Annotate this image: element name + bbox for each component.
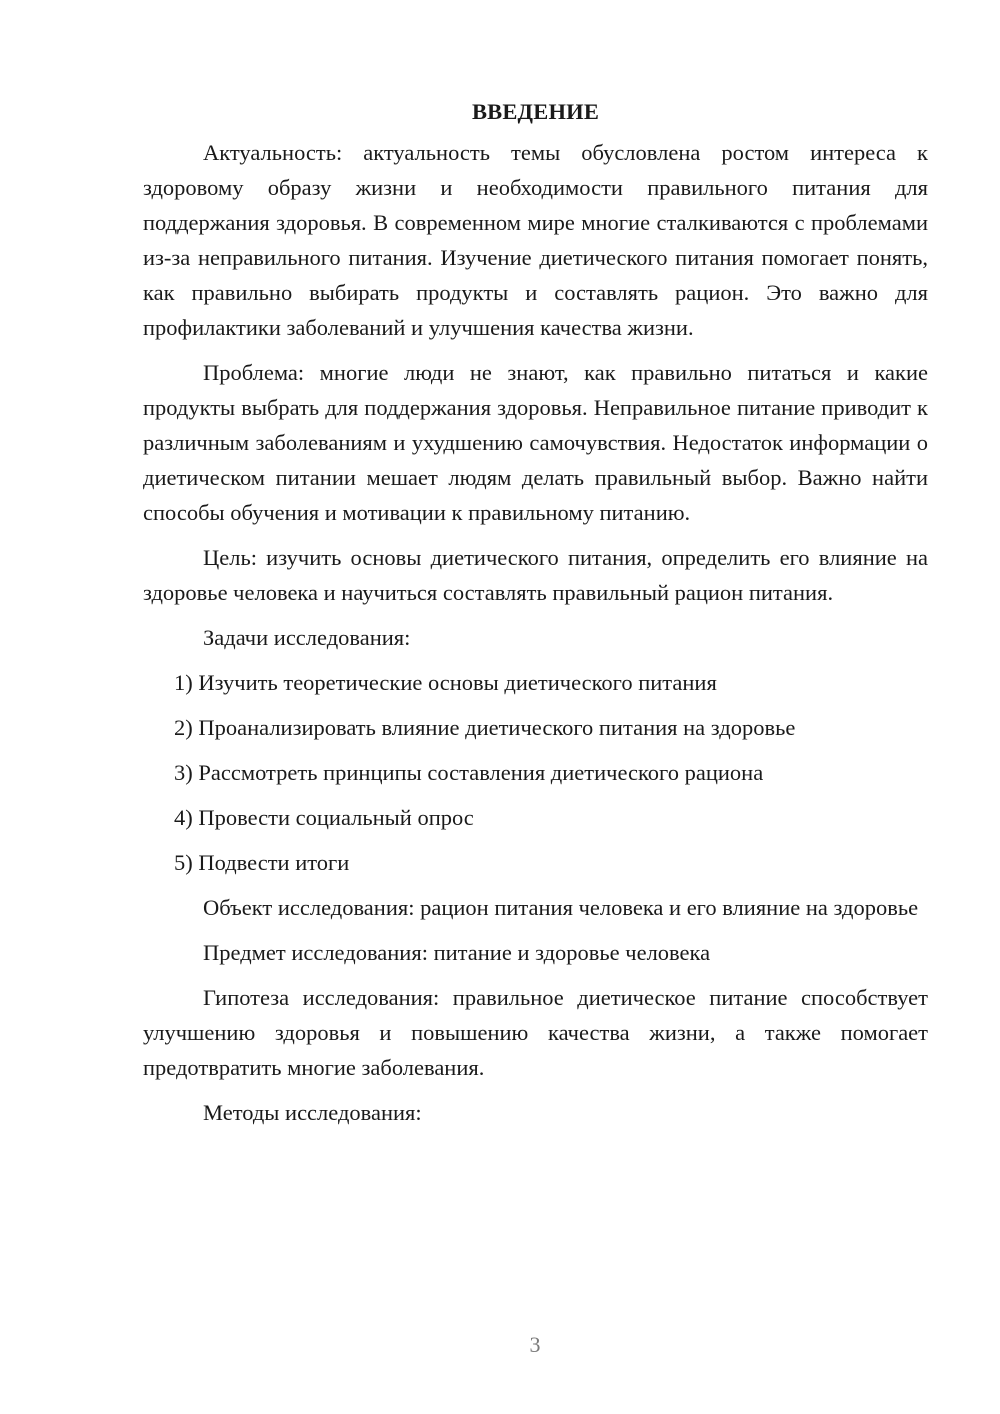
list-item: 1) Изучить теоретические основы диетического питания <box>174 670 717 695</box>
paragraph-subject: Предмет исследования: питание и здоровье человека <box>203 940 711 965</box>
tasks-list <box>143 665 928 880</box>
page-content <box>143 94 928 1140</box>
paragraph-relevance: Актуальность: актуальность темы обусловлена ростом интереса к здоровому образу жизни и необходимости правильного питания для поддержания здоровья. В современном мире многие сталкиваются с проблемами из-за неправильного питания. Изучение диетического питания помогает понять, как правильно выбирать продукты и составлять рацион. Это важно для профилактики заболеваний и улучшения качества жизни. <box>143 140 928 340</box>
list-item: 3) Рассмотреть принципы составления диетического рациона <box>174 760 764 785</box>
list-item: 5) Подвести итоги <box>174 850 350 875</box>
section-title: ВВЕДЕНИЕ <box>471 99 600 124</box>
paragraph-tasks-heading: Задачи исследования: <box>203 625 411 650</box>
paragraph-methods-heading: Методы исследования: <box>203 1100 422 1125</box>
list-item: 4) Провести социальный опрос <box>174 805 474 830</box>
paragraph-object: Объект исследования: рацион питания человека и его влияние на здоровье <box>203 895 919 920</box>
page-number: 3 <box>529 1332 541 1357</box>
paragraph-hypothesis: Гипотеза исследования: правильное диетическое питание способствует улучшению здоровья и повышению качества жизни, а также помогает предотвратить многие заболевания. <box>143 985 928 1080</box>
paragraph-goal: Цель: изучить основы диетического питания, определить его влияние на здоровье человека и научиться составлять правильный рацион питания. <box>143 545 928 605</box>
list-item: 2) Проанализировать влияние диетического питания на здоровье <box>174 715 796 740</box>
paragraph-problem: Проблема: многие люди не знают, как правильно питаться и какие продукты выбрать для поддержания здоровья. Неправильное питание приводит к различным заболеваниям и ухудшению самочувствия. Недостаток информации о диетическом питании мешает людям делать правильный выбор. Важно найти способы обучения и мотивации к правильному питанию. <box>143 360 928 525</box>
